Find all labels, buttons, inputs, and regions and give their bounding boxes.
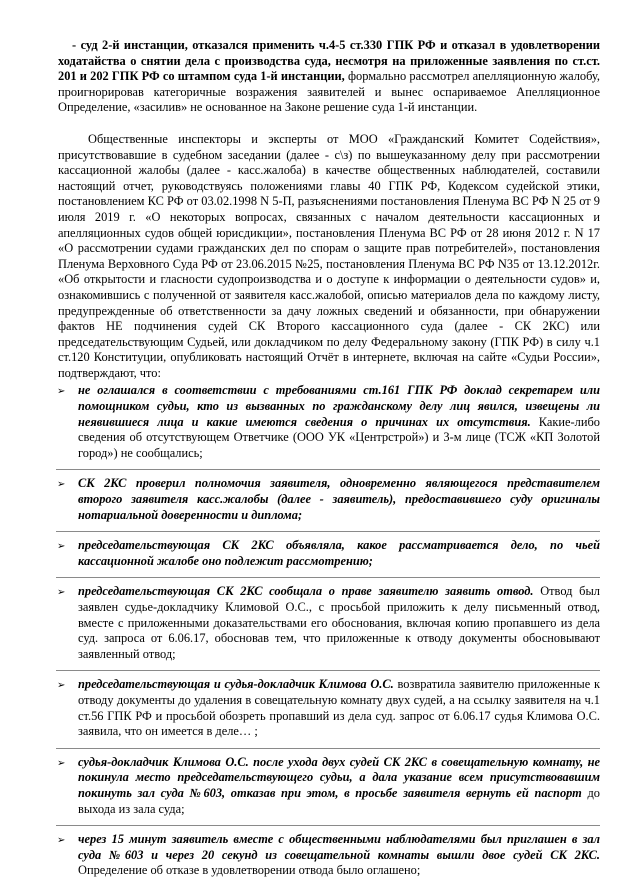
list-item-text: Отвод был заявлен судье-докладчику Климовой О.С., с просьбой приложить к делу письменный отвод, вместе с приложенными доказательствами его обоснования, включая копию пропавшего из дела суд. запроса от 6.06.17, обосновав тем, что приложенные к отводу документы обосновывают заявленный отвод; [78, 584, 600, 661]
arrowhead-bullet-icon: ➢ [57, 587, 66, 599]
arrowhead-bullet-icon: ➢ [57, 386, 66, 398]
list-item-emphasis: председательствующая СК 2КС сообщала о праве заявителю заявить отвод. [78, 584, 534, 599]
list-item [56, 383, 600, 461]
list-item-text: Определение об отказе в удовлетворении отвода было оглашено; [78, 863, 421, 878]
list-item [56, 531, 600, 569]
list-item-text: Какие-либо сведения об отсутствующем Ответчике (ООО УК «Центрстрой») и 3-м лице (ТСЖ «КП Золотой город») не сообщались; [78, 414, 600, 460]
list-item [56, 670, 600, 739]
intro-paragraph [58, 38, 600, 116]
list-item-emphasis: судья-докладчик Климова О.С. после ухода двух судей СК 2КС в совещательную комнату, не покинула место председательствующего судьи, а дала указание всем присутствовавшим покинуть зал суда №603, отказав при этом, в просьбе заявителя вернуть ей паспорт [78, 754, 600, 800]
list-item [56, 469, 600, 523]
arrowhead-bullet-icon: ➢ [57, 835, 66, 847]
list-item [56, 748, 600, 817]
list-item-emphasis: не оглашался в соответствии с требованиями ст.161 ГПК РФ доклад секретарем или помощником судьи, кто из вызванных по гражданскому делу лиц явился, извещены ли неявившиеся лица и какие имеются сведения о причинах их отсутствия. [78, 383, 600, 429]
list-item-emphasis: СК 2КС проверил полномочия заявителя, одновременно являющегося представителем второго заявителя касс.жалобы (далее - заявитель), предоставившего суду оригиналы нотариальной доверенности и диплома; [78, 476, 600, 522]
document-page [58, 38, 600, 879]
intro-bold-text: - суд 2-й инстанции, отказался применить ч.4-5 ст.330 ГПК РФ и отказал в удовлетворении ходатайства о снятии дела с производства суда, несмотря на приложенные заявления по ст.ст. 201 и 202 ГПК РФ со штампом суда 1-й инстанции, [58, 38, 600, 84]
list-item [56, 825, 600, 879]
list-item-emphasis: председательствующая СК 2КС объявляла, какое рассматривается дело, по чьей кассационной жалобе оно подлежит рассмотрению; [78, 538, 600, 568]
list-item-text: до выхода из зала суда; [78, 785, 600, 816]
arrowhead-bullet-icon: ➢ [57, 479, 66, 491]
report-paragraph: Общественные инспекторы и эксперты от МОО «Гражданский Комитет Содействия», присутствовавшие в судебном заседании (далее - с\з) по вышеуказанному делу при рассмотрении кассационной жалобы (далее - касс.жалоба) в качестве общественных наблюдателей, составили настоящий отчет, руководствуясь положениями главы 40 ГПК РФ, Кодексом судейской этики, постановлением КС РФ от 03.02.1998 N 5-П, разъяснениями постановления Пленума ВС РФ N 25 от 9 июля 2019 г. «О некоторых вопросах, связанных с началом деятельности кассационных и апелляционных судов общей юрисдикции», постановления Пленума ВС РФ от 28 июня 2012 г. N 17 «О рассмотрении судами гражданских дел по спорам о защите прав потребителей», постановления Пленума Верховного Суда РФ от 23.06.2015 №25, постановления Пленума ВС РФ N35 от 13.12.2012г. «Об открытости и гласности судопроизводства и о доступе к информации о деятельности судов» и, ознакомившись с полученной от заявителя касс.жалобой, описью материалов дела по каждому листу, предупрежденные об ответственности за дачу ложных сведений и обязанности, при обнаружении фактов НЕ подчинения судей СК Второго кассационного суда (далее - СК 2КС) или председательствующим Судьей, или докладчиком по делу Федеральному закону (ГПК РФ) в силу ч.1 ст.120 Конституции, опубликовать настоящий Отчёт в интернете, включая на сайте «Судьи России», подтверждают, что: [58, 131, 600, 380]
list-item-emphasis: через 15 минут заявитель вместе с общественными наблюдателями был приглашен в зал суда №603 и через 20 секунд из совещательной комнаты вышли двое судей СК 2КС. [78, 832, 600, 862]
list-item-text: возвратила заявителю приложенные к отводу документы до удаления в совещательную комнату двух судей, а на ссылку заявителя на ч.1 ст.56 ГПК РФ и просьбой обозреть пропавший из дела суд. запрос от 6.06.17 судья Климова О.С. заявила, что он имеется в деле… ; [78, 677, 600, 739]
list-item-emphasis: председательствующая и судья-докладчик Климова О.С. [78, 677, 394, 692]
intro-text: формально рассмотрел апелляционную жалобу, проигнорировав категоричные возражения заявителей и вынес оспариваемое Апелляционное Определение, «засилив» не основанное на Законе решение суда 1-й инстанции. [58, 69, 600, 115]
list-item [56, 577, 600, 662]
arrowhead-bullet-icon: ➢ [57, 757, 66, 769]
arrowhead-bullet-icon: ➢ [57, 680, 66, 692]
arrowhead-bullet-icon: ➢ [57, 541, 66, 553]
